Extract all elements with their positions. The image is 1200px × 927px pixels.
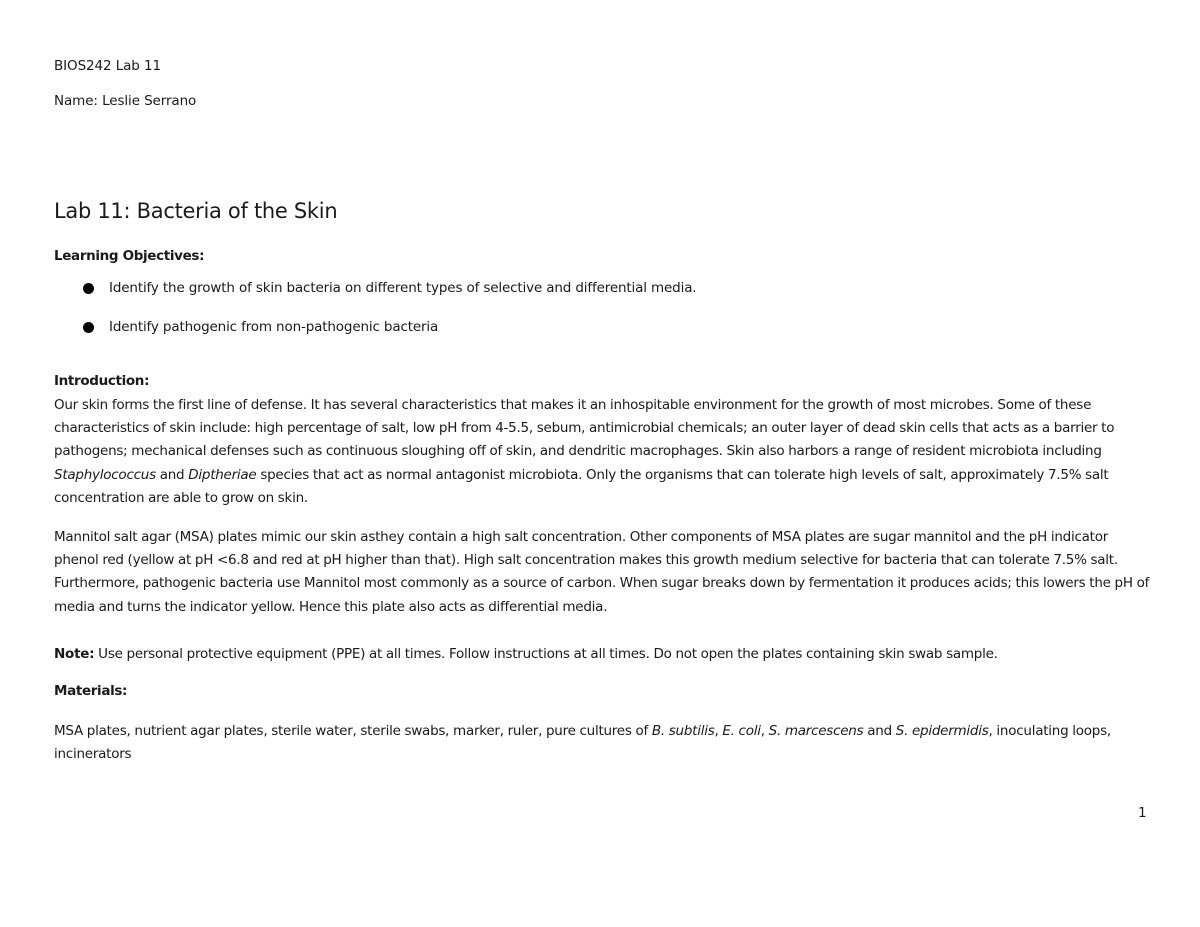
species-name: S. epidermidis — [895, 723, 989, 739]
species-name: E. coli — [722, 723, 761, 739]
materials-paragraph — [54, 720, 1154, 766]
introduction-paragraph-2: Mannitol salt agar (MSA) plates mimic our skin asthey contain a high salt concentration. Other components of MSA plates are sugar mannitol and the pH indicator phenol red (yellow at pH <6.8 and red at pH higher than that). High salt concentration makes this growth medium selective for bacteria that can tolerate 7.5% salt. Furthermore, pathogenic bacteria use Mannitol most commonly as a source of carbon. When sugar breaks down by fermentation it produces acids; this lowers the pH of media and turns the indicator yellow. Hence this plate also acts as differential media. — [54, 529, 1150, 615]
species-name: Diptheriae — [188, 466, 257, 483]
separator: , — [760, 723, 769, 739]
student-name: Name: Leslie Serrano — [54, 93, 197, 109]
note-label: Note: — [54, 646, 95, 662]
page-number: 1 — [1138, 805, 1147, 821]
objective-text: Identify the growth of skin bacteria on different types of selective and differential media. — [109, 280, 697, 296]
intro-text: and — [155, 466, 189, 483]
species-name: S. marcescens — [768, 723, 864, 739]
bullet-icon — [83, 322, 94, 333]
objective-text: Identify pathogenic from non-pathogenic bacteria — [109, 319, 439, 335]
introduction-heading: Introduction: — [54, 373, 150, 389]
separator: , — [714, 723, 723, 739]
intro-text: Our skin forms the first line of defense. It has several characteristics that makes it an inhospitable environment for the growth of most microbes. Some of these characteristics of skin include: high percentage of salt, low pH from 4-5.5, sebum, antimicrobial chemicals; an outer layer of dead skin cells that acts as a barrier to pathogens; mechanical defenses such as continuous sloughing off of skin, and dendritic macrophages. Skin also harbors a range of resident microbiota including — [54, 397, 1115, 460]
species-name: B. subtilis — [651, 723, 715, 739]
list-item — [83, 319, 438, 335]
note-paragraph — [54, 643, 1154, 666]
course-label: BIOS242 Lab 11 — [54, 58, 161, 74]
learning-objectives-heading: Learning Objectives: — [54, 248, 205, 264]
intro-text: species that act as normal antagonist microbiota. Only the organisms that can tolerate high levels of salt, approximately 7.5% salt concentration are able to grow on skin. — [54, 466, 1109, 506]
page-title: Lab 11: Bacteria of the Skin — [54, 199, 338, 223]
separator: and — [863, 723, 896, 739]
materials-text: , inoculating loops, incinerators — [54, 723, 1111, 763]
bullet-icon — [83, 283, 94, 294]
list-item — [83, 280, 696, 296]
materials-heading: Materials: — [54, 683, 128, 699]
introduction-paragraph-1 — [54, 394, 1154, 510]
materials-text: MSA plates, nutrient agar plates, sterile water, sterile swabs, marker, ruler, pure cultures of — [54, 723, 652, 739]
note-text: Use personal protective equipment (PPE) at all times. Follow instructions at all times. Do not open the plates containing skin swab sample. — [94, 646, 998, 662]
species-name: Staphylococcus — [54, 466, 156, 483]
